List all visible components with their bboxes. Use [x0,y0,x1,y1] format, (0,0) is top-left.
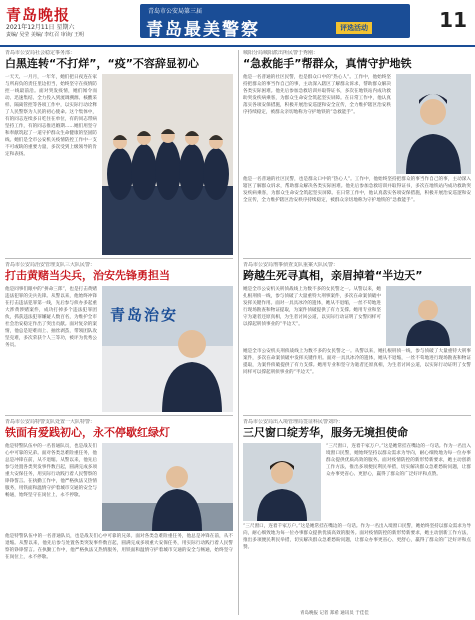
banner-subtitle: 青岛市公安局第三届 [148,8,203,15]
section-divider [5,415,233,416]
article-body: 他是同事们眼中的“拼命三郎”，也是打击黄赌违法犯罪的尖兵先锋。从警以来，他始终冲锋在打击违法犯罪第一线，先后参与侦办多起重大涉黄涉赌案件，成功打掉多个违法犯罪团伙，抓获违法犯罪嫌疑人数百名，为维护全市社会治安稳定作出了突出贡献。面对复杂的案情，他总是迎难而上、抽丝剥茧，带领团队攻坚克难，多次荣获个人三等功，被评为优秀公务员。 [5,287,97,348]
article-headline: 白黑连转“不打烊”，“疫”不容辞显初心 [5,57,199,70]
article-headline: 三尺窗口绽芳华，服务无境担使命 [243,426,408,439]
masthead-rule [0,45,475,47]
article-public-security [5,262,233,412]
group-photo-illustration [102,74,233,255]
article-kicker: 青岛市公安局特警支队处置一大队特警： [5,419,96,425]
article-headline: 跨越生死寻真相，亲眉掉着“半边天” [243,269,423,282]
officer-photo-illustration [102,443,233,531]
issue-date: 2021年12月11日 星期六 [6,24,75,31]
article-headline: “急救能手”帮群众，真情守护地铁 [243,57,412,70]
article-exit-entry [243,419,471,615]
article-body: “三尺窗口，连着千家万户。”这是她常挂在嘴边的一句话。作为一名出入境窗口民警，她始终坚持以群众需求为导向，耐心细致地为每一位办事群众提供优质高效的服务。面对疫情防控的新形势新要求，她主动创新工作方法，推出多项便民利民举措，切实解决群众急难愁盼问题，让群众办事更省心、更舒心，赢得了群众的广泛好评和点赞。 [326,444,471,477]
article-kicker: 城阳分局城阳派出所民警于秀刚： [243,50,319,56]
article-headline: 铁面有爱践初心，永不停歇红绿灯 [5,426,170,439]
column-divider [238,50,239,615]
photo-caption-text: 青岛治安 [110,306,179,324]
article-photo [102,286,233,412]
article-body: 他是一名普通的社区民警，也是群众口中的“热心人”。工作中，他始终坚持把群众的事当作自己的事，主动深入辖区了解群众诉求，帮助群众解决各类实际困难。他先后参加急救培训并取得证书，多次在地铁站内成功救助突发疾病乘客，为群众生命安全筑起坚实屏障。在日常工作中，他认真落实各项安保措施，积极开展治安巡逻和安全宣传，全力维护辖区治安秩序持续稳定，被群众亲切地称为守护地铁的“急救能手”。 [243,75,391,115]
section-divider [5,258,233,259]
masthead [0,0,475,45]
article-body: 一天天、一月月，一年年，她们把日夜连在家与所肩负的责任里边担当，始终坚守在疫情防控一线最前沿。面对突发疫情，她们闻令而动、迅速集结、全力投入到流调溯源、核酸采样、隔离管控等各项工作中，以实际行动诠释了人民警察为人民的初心使命。这个集体中，有的同志连续多日吃住在单位，有的同志带病坚持工作，有的同志推迟婚期……她们用坚守和奉献筑起了一道守护群众生命健康的坚固防线。她们是全市公安机关疫情防控工作中一支不可或缺的重要力量，多次受到上级领导的肯定和表扬。 [5,75,97,157]
article-body-continued: “三尺窗口，连着千家万户。”这是她常挂在嘴边的一句话。作为一名出入境窗口民警，她始终坚持以群众需求为导向，耐心细致地为每一位办事群众提供优质高效的服务。面对疫情防控的新形势新要求，她主动创新工作方法，推出多项便民利民举措，切实解决群众急难愁盼问题，让群众办事更省心、更舒心，赢得了群众的广泛好评和点赞。 [243,524,471,550]
section-banner [140,4,410,38]
banner-title: 青岛最美警察 [146,20,260,40]
officer-portrait-illustration [243,443,321,521]
article-photo [102,443,233,531]
article-body-continued: 他是一名普通的社区民警，也是群众口中的“热心人”。工作中，他始终坚持把群众的事当作自己的事，主动深入辖区了解群众诉求，帮助群众解决各类实际困难。他先后参加急救培训并取得证书，多次在地铁站内成功救助突发疾病乘客，为群众生命安全筑起坚实屏障。在日常工作中，他认真落实各项安保措施，积极开展治安巡逻和安全宣传，全力维护辖区治安秩序持续稳定，被群众亲切地称为守护地铁的“急救能手”。 [243,177,471,203]
article-kicker: 青岛市公安局出入境管理局签证科民警刘玲： [243,419,344,425]
article-body: 他是特警队伍中的一名普通队员，也是战友们心中可靠的兄弟。面对各类急难险重任务，他总是冲锋在前，从不退缩。从警以来，他先后参与处置各类突发事件数百起，圆满完成多项重大安保任务，用实际行动践行着人民警察的铮铮誓言。在执勤工作中，他严格执法又热情服务，用铁面和温情守护着城市交通的安全与畅通，始终坚守在岗位上，永不停歇。 [5,444,97,498]
officer-portrait-illustration [386,286,471,346]
article-subway-police [243,50,471,255]
article-photo [243,443,321,521]
section-divider [243,258,471,259]
article-special-police [5,419,233,615]
banner-tag: 评选活动 [336,22,372,34]
page-byline: 青岛晚报 记者 郑希 通讯员 于佳佳 [300,611,369,616]
article-headline: 打击黄赌当尖兵，治安先锋勇担当 [5,269,170,282]
article-body: 她是全市公安机关刑侦战线上为数不多的女民警之一。从警以来，她扎根刑侦一线，参与侦破了大量重特大刑事案件，多次在命案侦破中发挥关键作用。面对一具具冰冷的遗体，她从不退缩，一丝不苟地进行现场勘查和物证提取，为案件侦破提供了有力支撑。她用专业和坚守为逝者还原真相，为生者讨回公道，以实际行动证明了女警同样可以撑起刑侦事业的“半边天”。 [243,287,381,327]
editor-credits: 责编/ 吴莹 美编/ 李红召 审读/ 王明 [6,32,85,38]
article-kicker: 青岛市公安局社会稳定事务部： [5,50,76,56]
article-body-continued: 他是特警队伍中的一名普通队员，也是战友们心中可靠的兄弟。面对各类急难险重任务，他总是冲锋在前，从不退缩。从警以来，他先后参与处置各类突发事件数百起，圆满完成多项重大安保任务，用实际行动践行着人民警察的铮铮誓言。在执勤工作中，他严格执法又热情服务，用铁面和温情守护着城市交通的安全与畅通，始终坚守在岗位上，永不停歇。 [5,534,233,560]
page-number: 11 [439,8,467,32]
article-social-stability [5,50,233,255]
newspaper-logo: 青岛晚报 [6,6,71,24]
article-photo [102,74,233,255]
article-photo [396,74,471,174]
article-kicker: 青岛市公安局治安管理支队三大队民警： [5,262,96,268]
article-criminal-investigation [243,262,471,412]
officer-portrait-illustration [396,74,471,174]
section-divider [243,415,471,416]
article-photo [386,286,471,346]
article-kicker: 青岛市公安局刑事侦查支队重案大队民警： [243,262,339,268]
article-body-continued: 她是全市公安机关刑侦战线上为数不多的女民警之一。从警以来，她扎根刑侦一线，参与侦破了大量重特大刑事案件，多次在命案侦破中发挥关键作用。面对一具具冰冷的遗体，她从不退缩，一丝不苟地进行现场勘查和物证提取，为案件侦破提供了有力支撑。她用专业和坚守为逝者还原真相，为生者讨回公道，以实际行动证明了女警同样可以撑起刑侦事业的“半边天”。 [243,349,471,375]
